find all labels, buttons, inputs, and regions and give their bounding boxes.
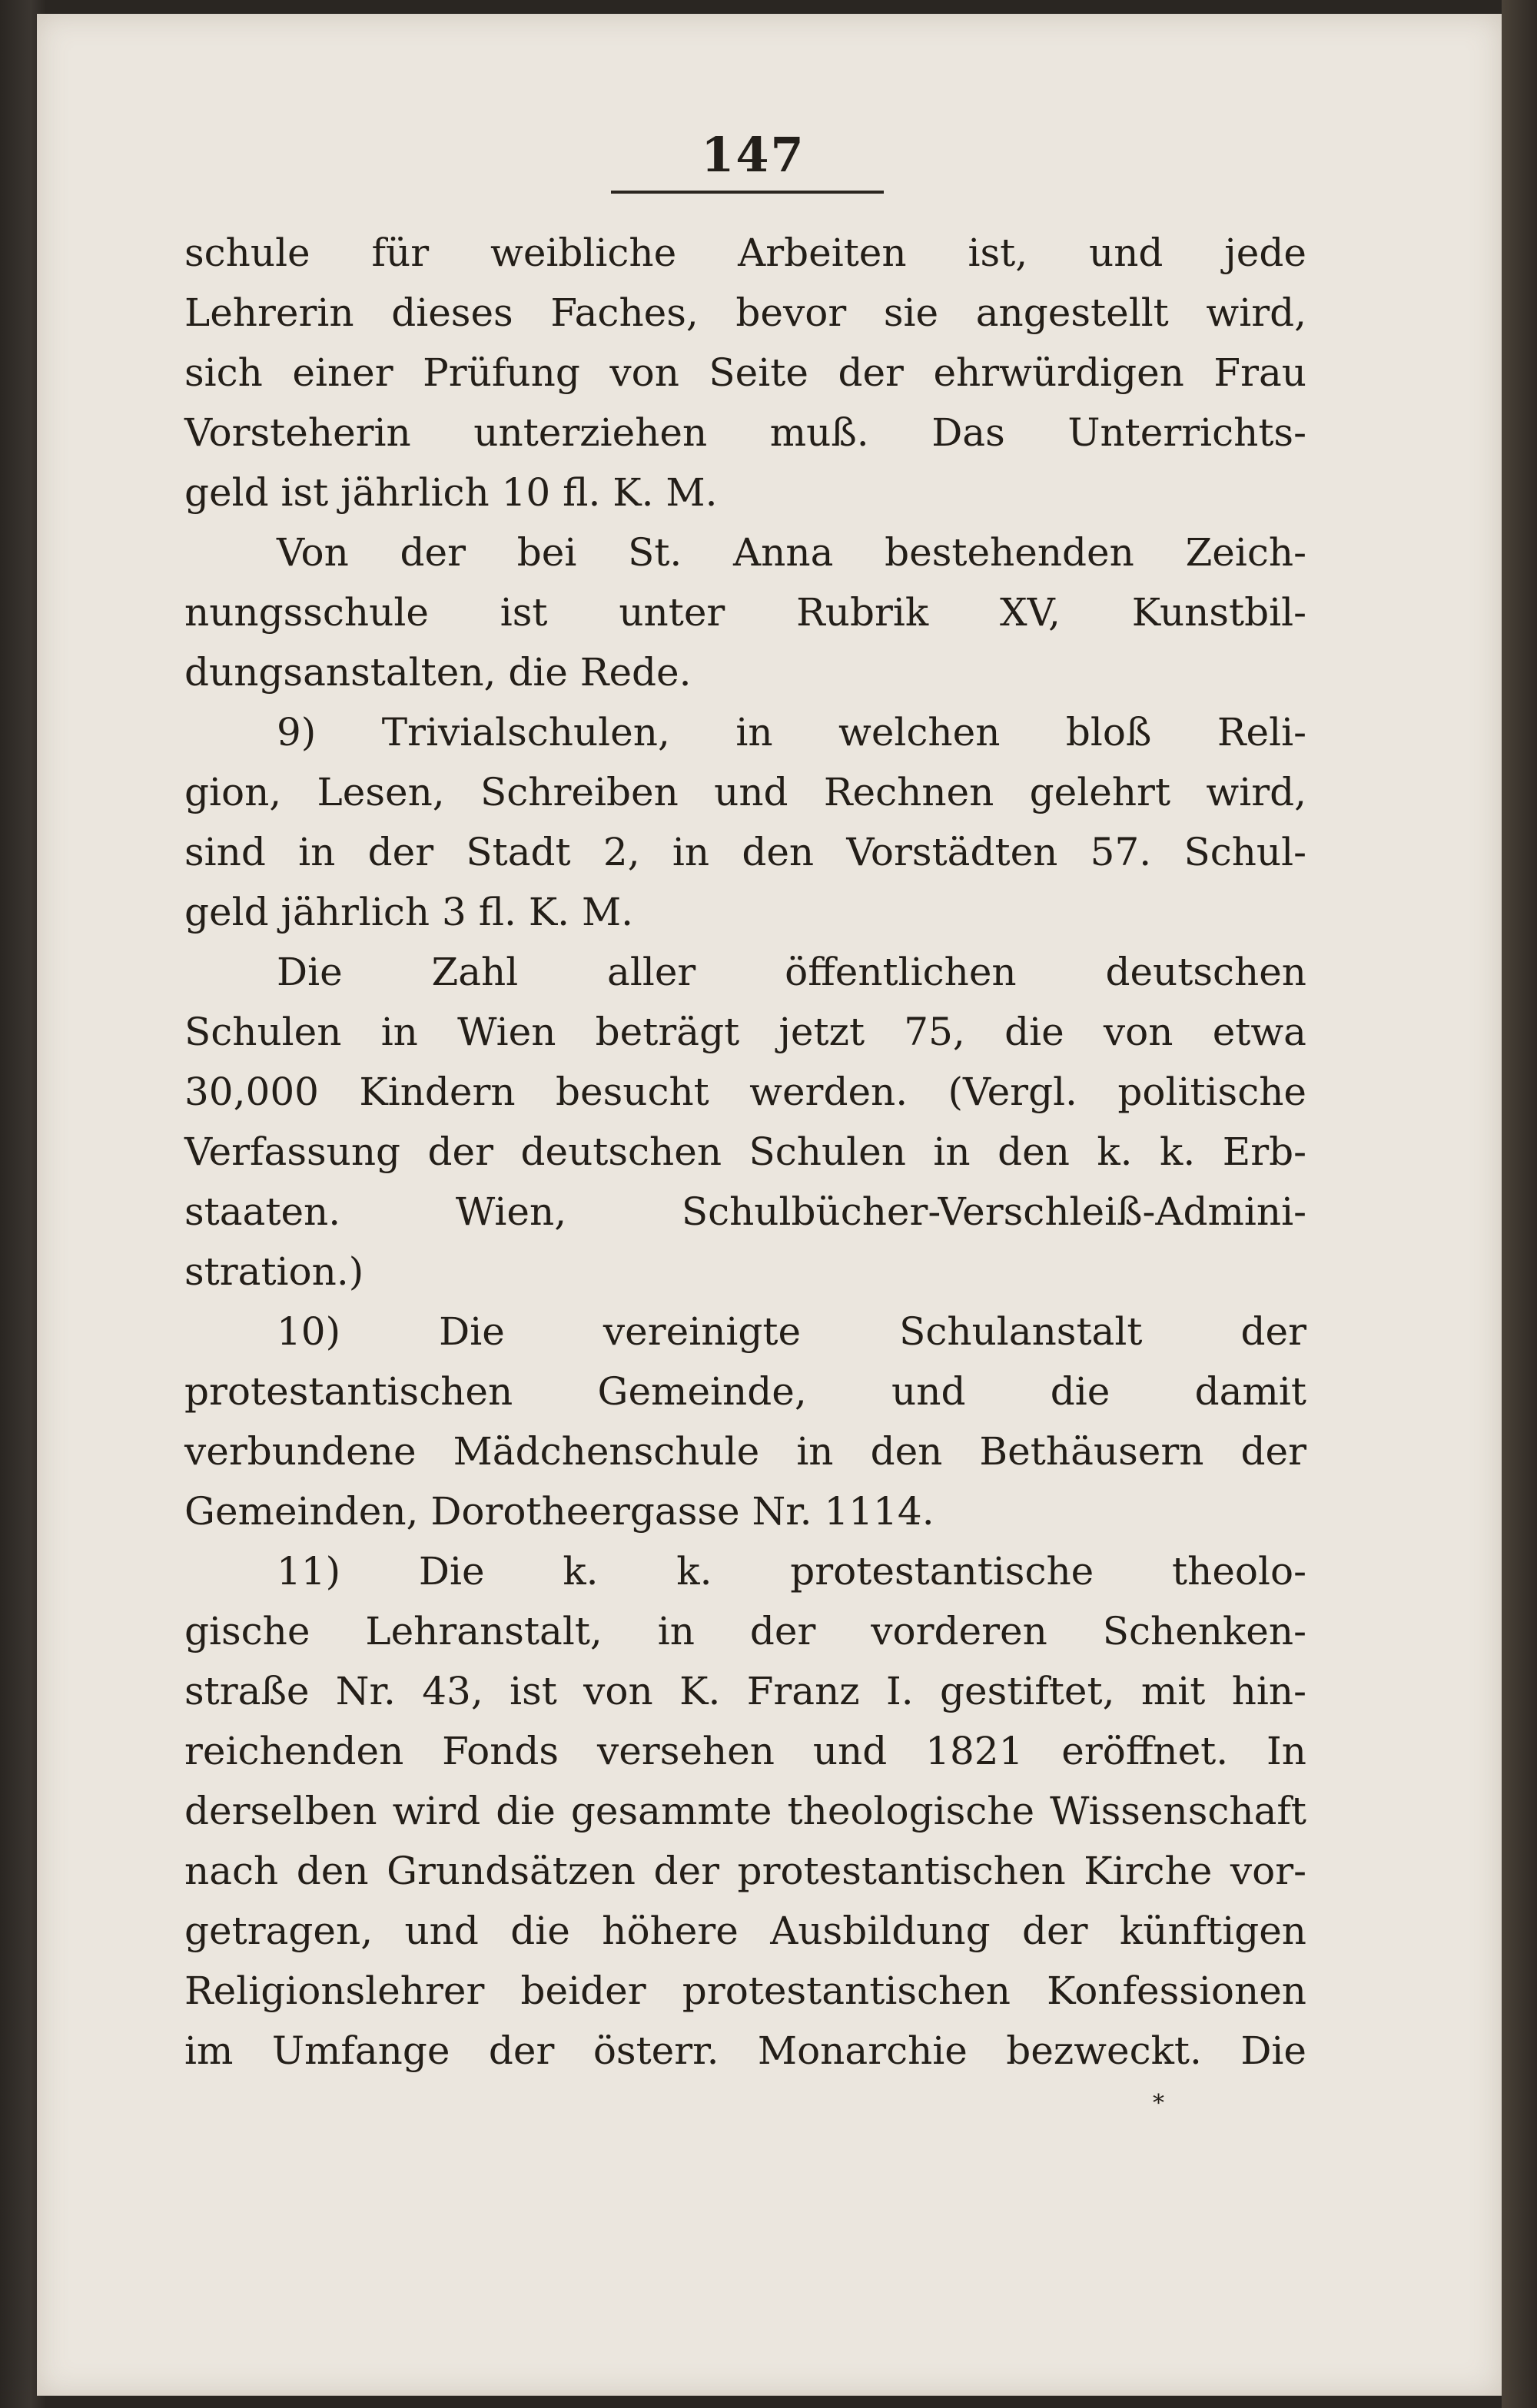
text-line: schule für weibliche Arbeiten ist, und jede xyxy=(184,231,1306,275)
text-line: sich einer Prüfung von Seite der ehrwürdigen Frau xyxy=(184,350,1306,395)
text-line: Verfassung der deutschen Schulen in den k. k. Erb- xyxy=(184,1129,1306,1174)
book-edge xyxy=(1502,0,1537,2408)
text-line: derselben wird die gesammte theologische Wissenschaft xyxy=(184,1789,1306,1833)
header-rule xyxy=(611,191,884,194)
text-line: reichenden Fonds versehen und 1821 eröffnet. In xyxy=(184,1729,1306,1773)
text-line: getragen, und die höhere Ausbildung der künftigen xyxy=(184,1909,1306,1953)
text-line: Schulen in Wien beträgt jetzt 75, die von etwa xyxy=(184,1010,1306,1054)
text-line: stration.) xyxy=(184,1249,364,1294)
text-line: geld jährlich 3 fl. K. M. xyxy=(184,890,634,934)
text-line: verbundene Mädchenschule in den Bethäusern der xyxy=(184,1429,1306,1474)
text-line: nungsschule ist unter Rubrik XV, Kunstbil- xyxy=(184,590,1306,635)
text-line: Vorsteherin unterziehen muß. Das Unterrichts- xyxy=(184,410,1306,455)
footer-mark: * xyxy=(1153,2090,1164,2117)
text-line: 11) Die k. k. protestantische theolo- xyxy=(277,1549,1306,1594)
text-line: 10) Die vereinigte Schulanstalt der xyxy=(277,1309,1306,1354)
text-line: im Umfange der österr. Monarchie bezweckt. Die xyxy=(184,2028,1306,2073)
text-line: staaten. Wien, Schulbücher-Verschleiß-Admini- xyxy=(184,1189,1306,1234)
text-line: straße Nr. 43, ist von K. Franz I. gestiftet, mit hin- xyxy=(184,1669,1306,1713)
text-line: Gemeinden, Dorotheergasse Nr. 1114. xyxy=(184,1489,934,1534)
text-line: geld ist jährlich 10 fl. K. M. xyxy=(184,470,718,515)
text-line: gion, Lesen, Schreiben und Rechnen gelehrt wird, xyxy=(184,770,1306,814)
text-line: 9) Trivialschulen, in welchen bloß Reli- xyxy=(277,710,1306,755)
text-line: protestantischen Gemeinde, und die damit xyxy=(184,1369,1306,1414)
page-number: 147 xyxy=(701,127,805,183)
text-line: nach den Grundsätzen der protestantischen Kirche vor- xyxy=(184,1849,1306,1893)
text-line: 30,000 Kindern besucht werden. (Vergl. politische xyxy=(184,1070,1306,1114)
text-line: sind in der Stadt 2, in den Vorstädten 57. Schul- xyxy=(184,830,1306,874)
text-line: Von der bei St. Anna bestehenden Zeich- xyxy=(277,530,1306,575)
text-line: Religionslehrer beider protestantischen Konfessionen xyxy=(184,1969,1306,2013)
text-line: Die Zahl aller öffentlichen deutschen xyxy=(277,950,1306,994)
text-line: gische Lehranstalt, in der vorderen Schenken- xyxy=(184,1609,1306,1653)
text-line: Lehrerin dieses Faches, bevor sie angestellt wird, xyxy=(184,290,1306,335)
text-line: dungsanstalten, die Rede. xyxy=(184,650,692,695)
